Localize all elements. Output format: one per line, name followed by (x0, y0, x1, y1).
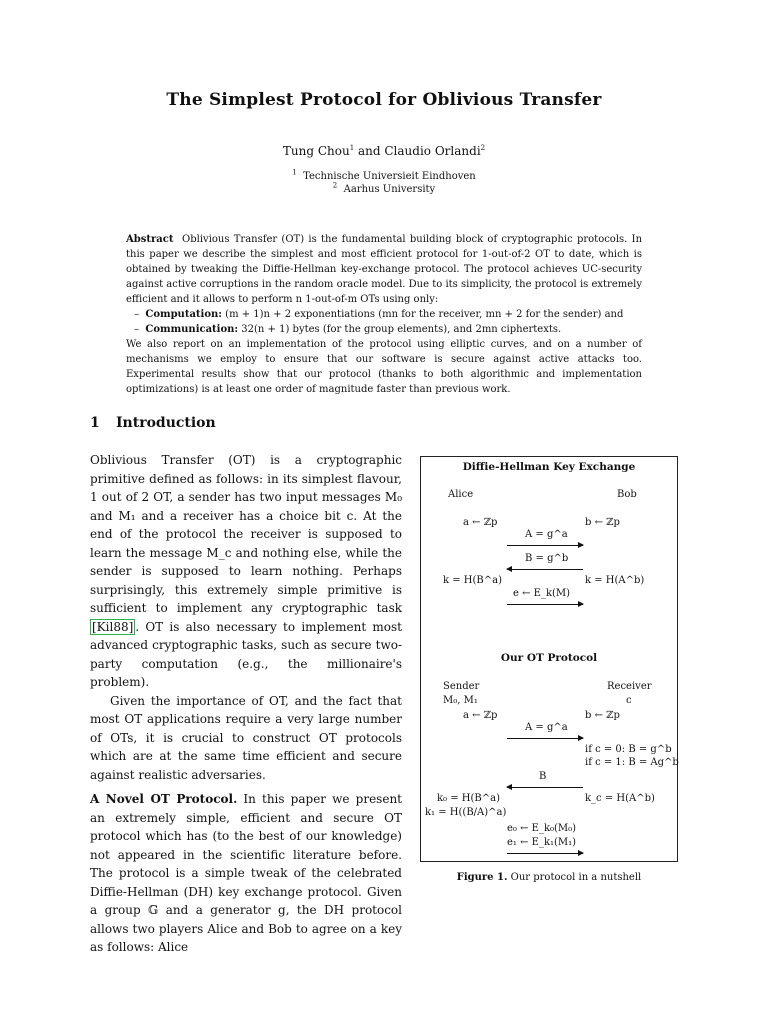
alice-label: Alice (448, 489, 474, 500)
dh-bob-key: k = H(A^b) (585, 575, 645, 586)
sender-inputs: M₀, M₁ (443, 695, 478, 706)
dh-alice-key: k = H(B^a) (443, 575, 503, 586)
citation-kil88[interactable]: [Kil88] (92, 619, 134, 634)
ot-receiver-sample: b ← ℤp (585, 710, 620, 721)
figure-1-caption (420, 872, 678, 883)
ot-key-1: k₁ = H((B/A)^a) (425, 807, 507, 818)
abstract-body (126, 232, 642, 307)
ot-message-2: B (539, 771, 547, 782)
dh-message-1: A = g^a (525, 529, 568, 540)
ot-sender-sample: a ← ℤp (463, 710, 498, 721)
bullet-communication-label: Communication: (145, 324, 239, 335)
author-and: and (354, 144, 385, 158)
intro-paragraph-2: Given the importance of OT, and the fact that most OT applications require a very large number of OTs, it is crucial to construct OT protocols which are at the same time efficient and secure against realistic adversaries. (90, 693, 402, 782)
intro-paragraph-3 (90, 790, 402, 957)
dh-arrow-1 (507, 545, 583, 546)
author-2-mark: 2 (480, 144, 486, 152)
dh-alice-sample: a ← ℤp (463, 517, 498, 528)
ot-arrow-2 (507, 787, 583, 788)
author-1-mark: 1 (349, 144, 355, 152)
abstract-bullet-communication: – Communication: 32(n + 1) bytes (for the group elements), and 2mn ciphertexts. (134, 324, 562, 335)
affiliation-2-name: Aarhus University (343, 184, 436, 195)
caption-text: Our protocol in a nutshell (510, 872, 642, 883)
figure-1-box (420, 456, 678, 862)
section-heading-introduction (90, 415, 216, 431)
ot-key-0: k₀ = H(B^a) (437, 793, 501, 804)
abstract (126, 232, 642, 397)
ot-cipher-0: e₀ ← E_k₀(M₀) (507, 823, 577, 834)
receiver-input: c (626, 695, 632, 706)
affiliation-2-mark: 2 (332, 181, 338, 190)
dh-message-2: B = g^b (525, 553, 569, 564)
paper-title: The Simplest Protocol for Oblivious Transfer (166, 90, 602, 110)
bullet-computation-text: (m + 1)n + 2 exponentiations (mn for the receiver, mn + 2 for the sender) and (225, 309, 624, 320)
ot-title: Our OT Protocol (500, 652, 598, 664)
affiliation-1-name: Technische Universieit Eindhoven (303, 171, 476, 182)
bullet-computation-label: Computation: (145, 309, 222, 320)
dh-title: Diffie-Hellman Key Exchange (462, 461, 636, 473)
author-line (0, 144, 768, 158)
intro-p3-text: In this paper we present an extremely simple, efficient and secure OT protocol which has (to the best of our knowledge) not appeared in the scientific literature before. The protocol is a simple tweak of the celebrated Diffie-Hellman (DH) key exchange protocol. Given a group 𝔾 and a generator g, the DH protocol allows two players Alice and Bob to agree on a key as follows: Alice (90, 792, 402, 954)
author-2: Claudio Orlandi (384, 144, 481, 158)
ot-case-c0: if c = 0: B = g^b (585, 744, 672, 755)
novel-ot-heading: A Novel OT Protocol. (90, 792, 238, 806)
intro-p1-text-a: Oblivious Transfer (OT) is a cryptographic primitive defined as follows: in its simplest flavour, 1 out of 2 OT, a sender has two input messages M₀ and M₁ and a receiver has a choice bit c. At the end of the protocol the receiver is supposed to learn the message M_c and nothing else, while the sender is supposed to learn nothing. Perhaps surprisingly, this extremely simple primitive is sufficient to implement any cryptographic task (90, 453, 402, 615)
dh-arrow-2 (507, 569, 583, 570)
abstract-bullet-computation: – Computation: (m + 1)n + 2 exponentiations (mn for the receiver, mn + 2 for the sender) and (134, 309, 624, 320)
intro-paragraph-1 (90, 451, 402, 692)
affiliation-2 (0, 181, 768, 195)
introduction-body (90, 451, 402, 957)
sender-label: Sender (443, 681, 480, 692)
author-1: Tung Chou (282, 144, 350, 158)
abstract-text-1: Oblivious Transfer (OT) is the fundamental building block of cryptographic protocols. In this paper we describe the simplest and most efficient protocol for 1-out-of-2 OT to date, which is obtained by tweaking the Diffie-Hellman key-exchange protocol. The protocol achieves UC-security against active corruptions in the random oracle model. Due to its simplicity, the protocol is extremely efficient and it allows to perform n 1-out-of-m OTs using only: (126, 234, 643, 305)
ot-cipher-1: e₁ ← E_k₁(M₁) (507, 837, 577, 848)
affiliation-1-mark: 1 (292, 168, 297, 177)
ot-key-c: k_c = H(A^b) (585, 793, 655, 804)
abstract-heading: Abstract (126, 234, 174, 245)
ot-arrow-3 (507, 853, 583, 854)
section-title: Introduction (116, 415, 216, 431)
dh-bob-sample: b ← ℤp (585, 517, 620, 528)
ot-arrow-1 (507, 738, 583, 739)
affiliation-1 (0, 168, 768, 182)
dh-message-3: e ← E_k(M) (513, 588, 571, 599)
ot-message-1: A = g^a (525, 722, 568, 733)
caption-label: Figure 1. (456, 872, 508, 883)
bob-label: Bob (617, 489, 637, 500)
receiver-label: Receiver (607, 681, 652, 692)
intro-p1-text-b: . OT is also necessary to implement most advanced cryptographic tasks, such as secure two-party computation (e.g., the millionaire's problem). (90, 619, 402, 689)
section-number: 1 (90, 415, 100, 431)
abstract-text-2: We also report on an implementation of the protocol using elliptic curves, and on a number of mechanisms we employ to ensure that our software is secure against active attacks too. Experimental results show that our protocol (thanks to both algorithmic and implementation optimizations) is at least one order of magnitude faster than previous work. (126, 339, 642, 395)
bullet-communication-text: 32(n + 1) bytes (for the group elements), and 2mn ciphertexts. (241, 324, 562, 335)
dh-arrow-3 (507, 604, 583, 605)
ot-case-c1: if c = 1: B = Ag^b (585, 757, 679, 768)
